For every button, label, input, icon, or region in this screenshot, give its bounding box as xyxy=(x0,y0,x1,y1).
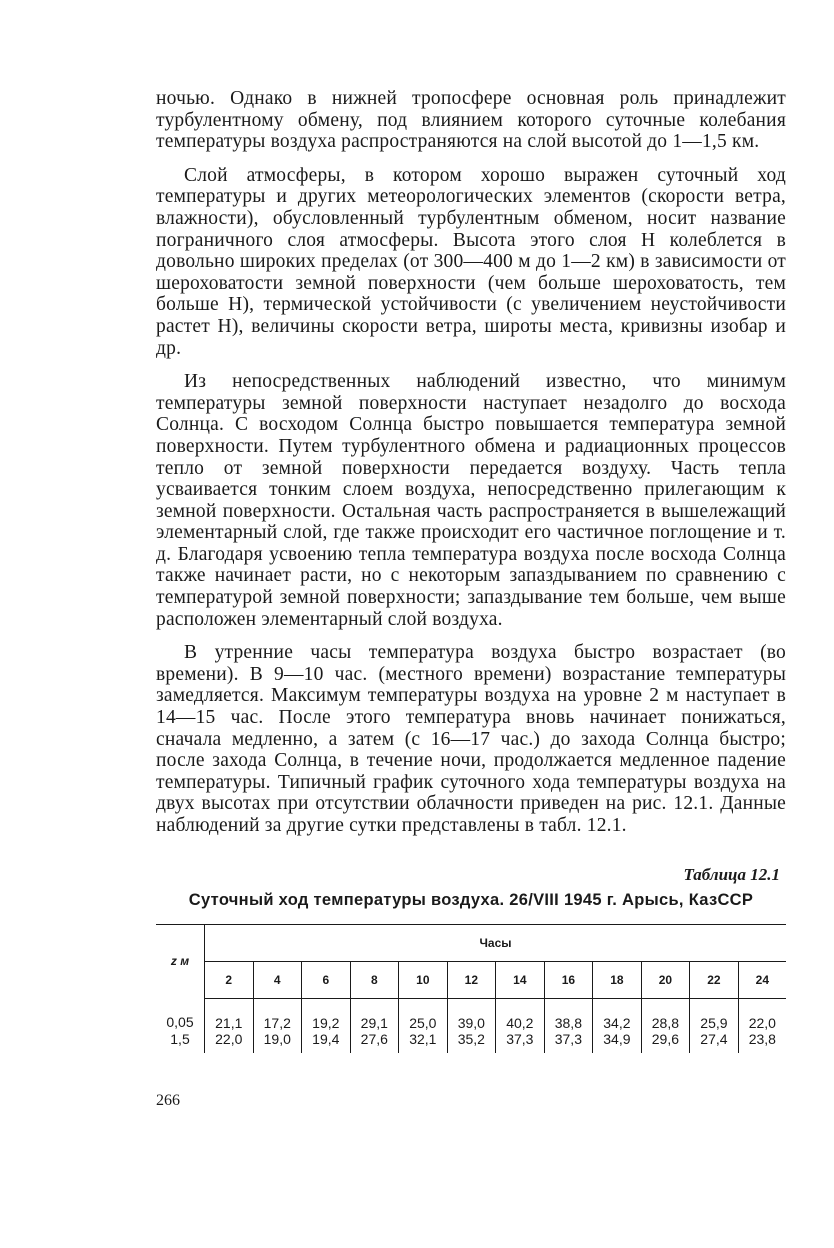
temperature-cell: 25,9 xyxy=(690,998,739,1031)
paragraph-4: В утренние часы температура воздуха быстро возрастает (во времени). В 9—10 час. (местного времени) возрастание температуры замедляется. Максимум температуры воздуха на уровне 2 м наступает в 14—15 час. После этого температура вновь начинает понижаться, сначала медленно, а затем (с 16—17 час.) до захода Солнца быстро; после захода Солнца, в течение ночи, продолжается медленное падение температуры. Типичный график суточного хода температуры воздуха на двух высотах при отсутствии облачности приведен на рис. 12.1. Данные наблюдений за другие сутки представлены в табл. 12.1. xyxy=(156,642,786,836)
paragraph-3: Из непосредственных наблюдений известно, что минимум температуры земной поверхности наступает незадолго до восхода Солнца. С восходом Солнца быстро повышается температура земной поверхности. Путем турбулентного обмена и радиационных процессов тепло от земной поверхности передается воздуху. Часть тепла усваивается тонким слоем воздуха, непосредственно прилегающим к земной поверхности. Остальная часть распространяется в вышележащий элементарный слой, где также происходит его частичное поглощение и т. д. Благодаря усвоению тепла температура воздуха после восхода Солнца также начинает расти, но с некоторым запаздыванием по сравнению с температурой земной поверхности; запаздывание тем больше, чем выше расположен элементарный слой воздуха. xyxy=(156,371,786,630)
table-number: Таблица 12.1 xyxy=(683,864,780,884)
temperature-cell: 29,1 xyxy=(350,998,399,1031)
table-row xyxy=(156,998,786,1031)
hours-header: Часы xyxy=(205,924,787,961)
hour-header: 22 xyxy=(690,961,739,998)
temperature-cell: 25,0 xyxy=(399,998,448,1031)
hour-header: 10 xyxy=(399,961,448,998)
temperature-cell: 21,1 xyxy=(205,998,254,1031)
z-value: 1,5 xyxy=(156,1031,205,1053)
temperature-cell: 27,6 xyxy=(350,1031,399,1053)
temperature-cell: 19,2 xyxy=(302,998,351,1031)
temperature-cell: 17,2 xyxy=(253,998,302,1031)
page-number: 266 xyxy=(156,1092,180,1109)
temperature-cell: 35,2 xyxy=(447,1031,496,1053)
paragraph-2: Слой атмосферы, в котором хорошо выражен суточный ход температуры и других метеорологических элементов (скорости ветра, влажности), обусловленный турбулентным обменом, носит название пограничного слоя атмосферы. Высота этого слоя Н колеблется в довольно широких пределах (от 300—400 м до 1—2 км) в зависимости от шероховатости земной поверхности (чем больше шероховатость, тем больше Н), термической устойчивости (с увеличением неустойчивости растет Н), величины скорости ветра, широты места, кривизны изобар и др. xyxy=(156,164,786,359)
temperature-table xyxy=(156,924,786,1053)
hour-header: 18 xyxy=(593,961,642,998)
temperature-cell: 38,8 xyxy=(544,998,593,1031)
hour-header: 20 xyxy=(641,961,690,998)
temperature-cell: 22,0 xyxy=(748,1014,776,1031)
temperature-cell: 27,4 xyxy=(690,1031,739,1053)
hour-header: 16 xyxy=(544,961,593,998)
z-value: 0,05 xyxy=(156,998,205,1031)
paragraph-1: ночью. Однако в нижней тропосфере основная роль принадлежит турбулентному обмену, под влиянием которого суточные колебания температуры воздуха распространяются на слой высотой до 1—1,5 км. xyxy=(156,88,786,153)
page-content xyxy=(156,88,786,1053)
z-header: z м xyxy=(156,924,205,998)
hour-header: 24 xyxy=(738,961,786,998)
temperature-cell: 37,3 xyxy=(496,1031,545,1053)
hour-header: 6 xyxy=(302,961,351,998)
temperature-cell: 28,8 xyxy=(641,998,690,1031)
temperature-cell: 19,4 xyxy=(302,1031,351,1053)
temperature-cell: 22,0 xyxy=(205,1031,254,1053)
temperature-cell: 40,2 xyxy=(496,998,545,1031)
hour-header: 4 xyxy=(253,961,302,998)
hour-header: 14 xyxy=(496,961,545,998)
table-title: Суточный ход температуры воздуха. 26/VIII 1945 г. Арысь, КазССР xyxy=(188,890,754,909)
table-row xyxy=(156,1031,786,1053)
hour-header: 12 xyxy=(447,961,496,998)
temperature-cell: 23,8 xyxy=(748,1030,776,1047)
temperature-cell: 29,6 xyxy=(641,1031,690,1053)
temperature-cell: 39,0 xyxy=(447,998,496,1031)
temperature-cell: 32,1 xyxy=(399,1031,448,1053)
temperature-cell: 34,2 xyxy=(593,998,642,1031)
temperature-cell: 19,0 xyxy=(253,1031,302,1053)
temperature-cell: 34,9 xyxy=(593,1031,642,1053)
hour-header: 8 xyxy=(350,961,399,998)
temperature-cell: 37,3 xyxy=(544,1031,593,1053)
hour-header: 2 xyxy=(205,961,254,998)
